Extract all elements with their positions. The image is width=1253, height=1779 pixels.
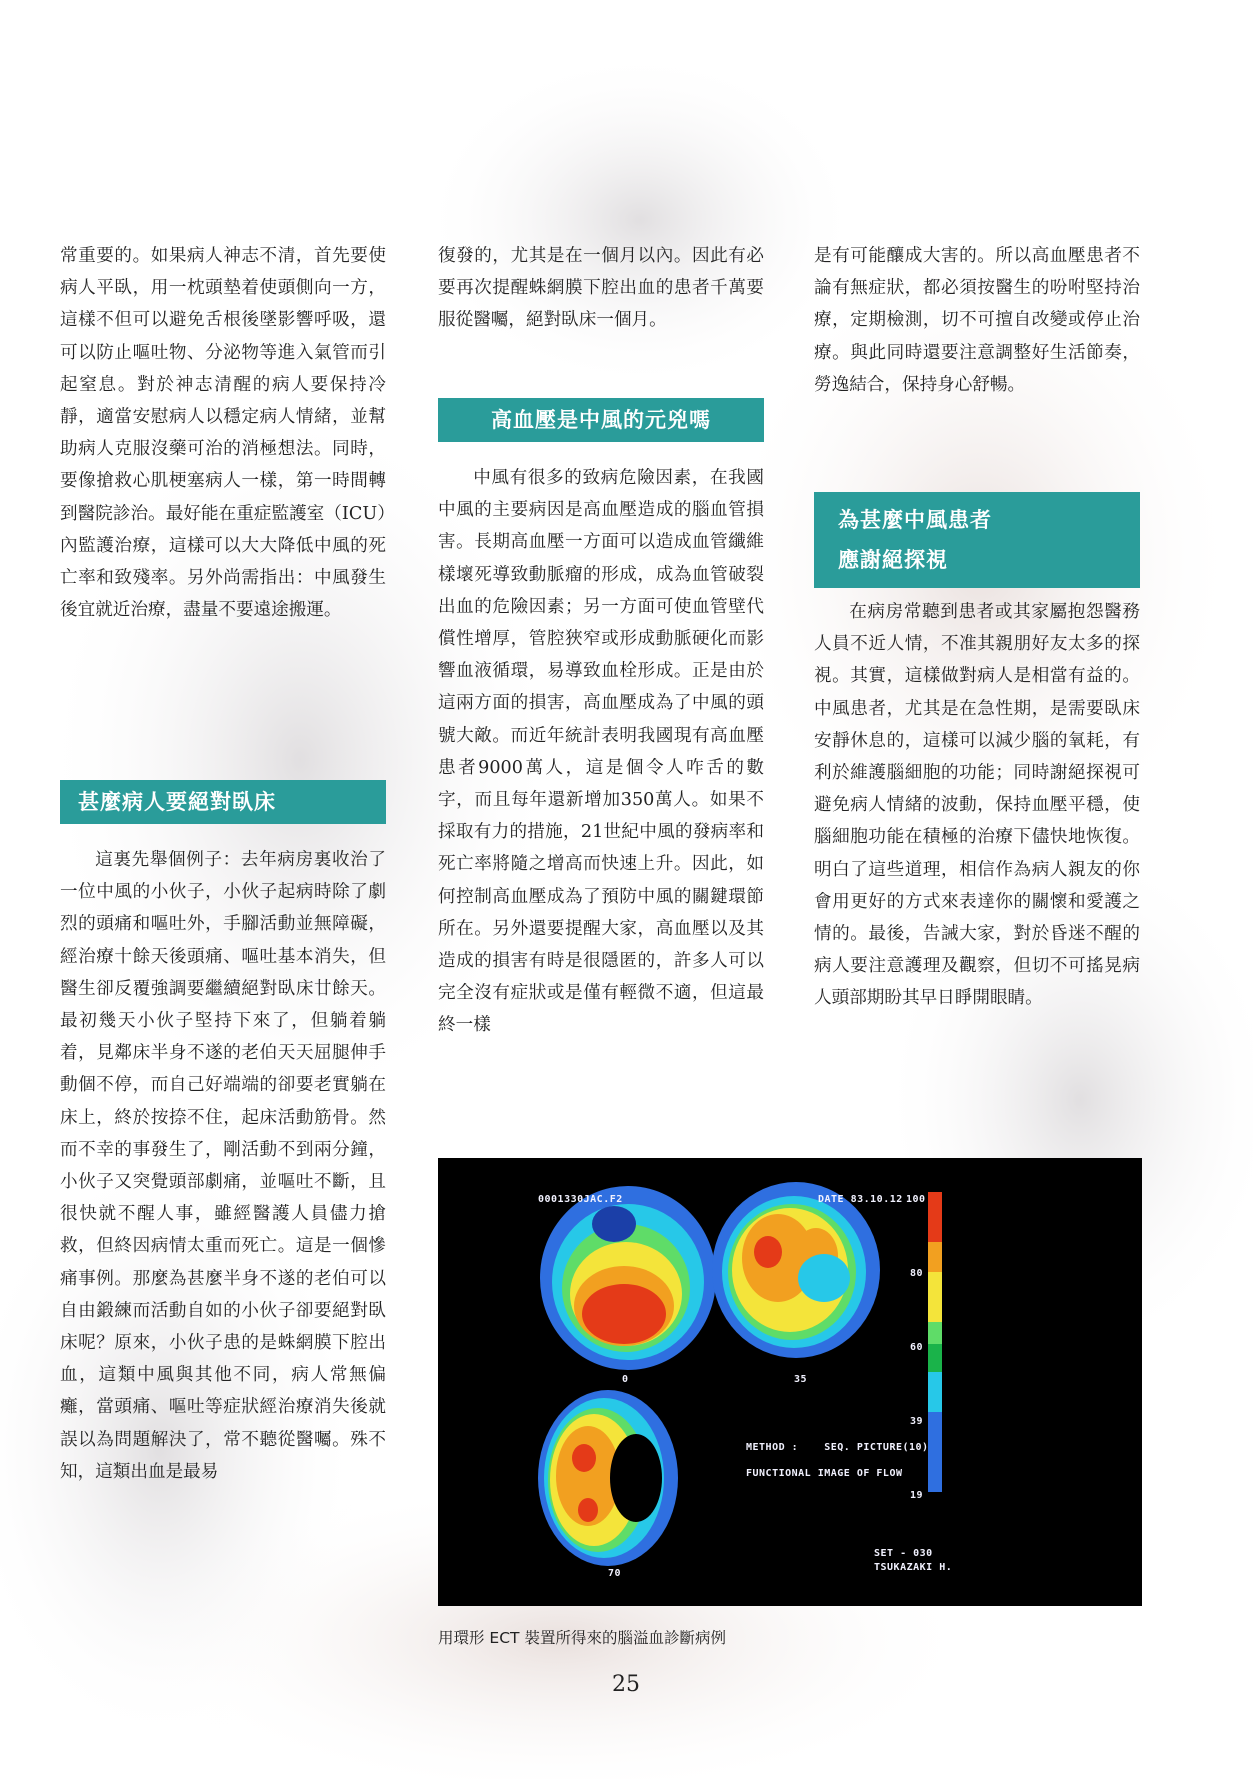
text-column-1-cont	[60, 844, 386, 1488]
slice-label-2: 35	[794, 1374, 808, 1385]
functional-label: FUNCTIONAL IMAGE OF FLOW	[746, 1468, 903, 1479]
scale-label-100: 100	[906, 1194, 926, 1205]
text-column-2-cont	[438, 462, 764, 1042]
scale-label-19: 19	[910, 1490, 924, 1501]
scale-label-80: 80	[910, 1268, 924, 1279]
patient-name-label: TSUKAZAKI H.	[874, 1562, 953, 1573]
text-column-3	[814, 240, 1140, 401]
paragraph: 復發的，尤其是在一個月以內。因此有必要再次提醒蛛網膜下腔出血的患者千萬要服從醫囑，絕對臥床一個月。	[438, 246, 764, 331]
scale-label-60: 60	[910, 1342, 924, 1353]
paragraph: 這裏先舉個例子：去年病房裏收治了一位中風的小伙子，小伙子起病時除了劇烈的頭痛和嘔吐外，手腳活動並無障礙，經治療十餘天後頭痛、嘔吐基本消失，但醫生卻反覆強調要繼續絕對臥床廿餘天。最初幾天小伙子堅持下來了，但躺着躺着，見鄰床半身不遂的老伯天天屈腿伸手動個不停，而自己好端端的卻要老實躺在床上，終於按捺不住，起床活動筋骨。然而不幸的事發生了，剛活動不到兩分鐘，小伙子又突覺頭部劇痛，並嘔吐不斷，且很快就不醒人事，雖經醫護人員儘力搶救，但終因病情太重而死亡。這是一個慘痛事例。那麼為甚麼半身不遂的老伯可以自由鍛練而活動自如的小伙子卻要絕對臥床呢？原來，小伙子患的是蛛網膜下腔出血，這類中風與其他不同，病人常無偏癱，當頭痛、嘔吐等症狀經治療消失後就誤以為問題解決了，常不聽從醫囑。殊不知，這類出血是最易	[60, 850, 386, 1482]
text-column-2	[438, 240, 764, 337]
page-number: 25	[612, 1672, 640, 1697]
slice-label-1: 0	[622, 1374, 629, 1385]
scan-id-label: 0001330JAC.F2	[538, 1194, 623, 1205]
scan-date-label: DATE 83.10.12	[818, 1194, 903, 1205]
color-scale-bar	[928, 1192, 942, 1492]
paragraph: 中風有很多的致病危險因素，在我國中風的主要病因是高血壓造成的腦血管損害。長期高血壓一方面可以造成血管纖維樣壞死導致動脈瘤的形成，成為血管破裂出血的危險因素；另一方面可使血管壁代償性增厚，管腔狹窄或形成動脈硬化而影響血液循環，易導致血栓形成。正是由於這兩方面的損害，高血壓成為了中風的頭號大敵。而近年統計表明我國現有高血壓患者9000萬人，這是個令人咋舌的數字，而且每年還新增加350萬人。如果不採取有力的措施，21世紀中風的發病率和死亡率將隨之增高而快速上升。因此，如何控制高血壓成為了預防中風的關鍵環節所在。另外還要提醒大家，高血壓以及其造成的損害有時是很隱匿的，許多人可以完全沒有症狀或是僅有輕微不適，但這最終一樣	[438, 468, 764, 1036]
section-heading-hypertension: 高血壓是中風的元兇嗎	[438, 398, 764, 442]
brain-slice-1	[540, 1186, 716, 1370]
brain-slice-2	[712, 1182, 880, 1358]
paragraph: 是有可能釀成大害的。所以高血壓患者不論有無症狀，都必須按醫生的吩咐堅持治療，定期檢測，切不可擅自改變或停止治療。與此同時還要注意調整好生活節奏，勞逸結合，保持身心舒暢。	[814, 246, 1140, 395]
section-heading-bed-rest: 甚麼病人要絕對臥床	[60, 780, 386, 824]
text-column-3-cont	[814, 596, 1140, 1015]
brain-scan-image	[438, 1158, 1142, 1606]
heading-line: 為甚麼中風患者	[838, 508, 992, 532]
scale-label-39: 39	[910, 1416, 924, 1427]
set-label: SET - 030	[874, 1548, 933, 1559]
method-label: METHOD : SEQ. PICTURE(10)	[746, 1442, 929, 1453]
heading-line: 應謝絕探視	[838, 548, 948, 572]
ect-brain-scan-figure	[438, 1158, 1142, 1606]
paragraph: 常重要的。如果病人神志不清，首先要使病人平臥，用一枕頭墊着使頭側向一方，這樣不但可以避免舌根後墜影響呼吸，還可以防止嘔吐物、分泌物等進入氣管而引起窒息。對於神志清醒的病人要保持冷靜，適當安慰病人以穩定病人情緒，並幫助病人克服沒藥可治的消極想法。同時，要像搶救心肌梗塞病人一樣，第一時間轉到醫院診治。最好能在重症監護室（ICU）內監護治療，這樣可以大大降低中風的死亡率和致殘率。另外尚需指出：中風發生後宜就近治療，盡量不要遠途搬運。	[60, 246, 386, 621]
paragraph: 在病房常聽到患者或其家屬抱怨醫務人員不近人情，不准其親朋好友太多的探視。其實，這樣做對病人是相當有益的。中風患者，尤其是在急性期，是需要臥床安靜休息的，這樣可以減少腦的氧耗，有利於維護腦細胞的功能；同時謝絕探視可避免病人情緒的波動，保持血壓平穩，使腦細胞功能在積極的治療下儘快地恢復。明白了這些道理，相信作為病人親友的你會用更好的方式來表達你的關懷和愛護之情的。最後，告誡大家，對於昏迷不醒的病人要注意護理及觀察，但切不可搖晃病人頭部期盼其早日睜開眼睛。	[814, 602, 1140, 1009]
text-column-1	[60, 240, 386, 626]
section-heading-visits	[814, 492, 1140, 588]
slice-label-3: 70	[608, 1568, 622, 1579]
figure-caption: 用環形 ECT 裝置所得來的腦溢血診斷病例	[438, 1629, 726, 1647]
brain-slice-3	[538, 1390, 678, 1566]
